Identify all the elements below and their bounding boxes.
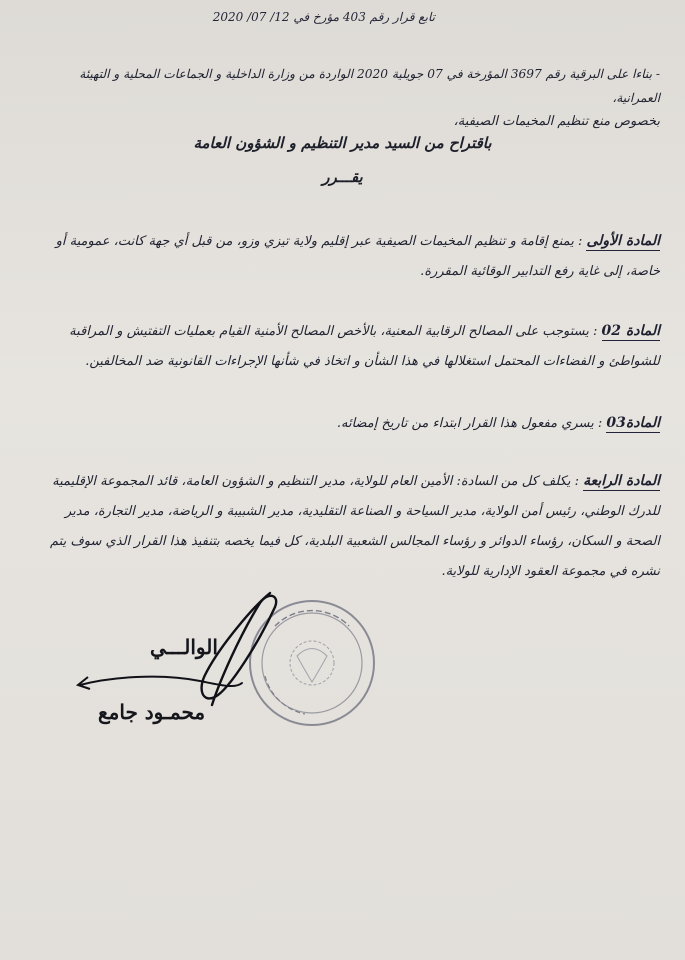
article-4-label: المادة الرابعة xyxy=(583,473,660,489)
article-1-label: المادة الأولى xyxy=(586,233,660,249)
article-4-text: : يكلف كل من السادة: الأمين العام للولاية، مدير التنظيم و الشؤون العامة، قائد المجموعة الإقليمية للدرك الوطني، رئيس أمن الولاية، مدير السياحة و الصناعة التقليدية، مدير الشبيبة و الرياضة، مدير التجارة، مدير الصحة و السكان، رؤساء الدوائر و رؤساء المجالس الشعبية البلدية، كل فيما يخصه بتنفيذ هذا القرار الذي سوف يتم نشره في مجموعة العقود الإدارية للولاية. xyxy=(50,474,660,579)
preamble xyxy=(30,62,660,134)
preamble-line-1: - بناءا على البرقية رقم 3697 المؤرخة في 07 جويلية 2020 الواردة من وزارة الداخلية و الجماعات المحلية و التهيئة العمرانية، xyxy=(79,67,660,105)
article-3-label: المادة03 xyxy=(606,415,660,431)
preamble-line-2: بخصوص منع تنظيم المخيمات الصيفية، xyxy=(453,114,660,129)
decision-reference-header: تابع قرار رقم 403 مؤرخ في 12/ 07/ 2020 xyxy=(212,10,435,24)
signatory-name: محمـود جامع xyxy=(98,700,206,724)
article-3-text: : يسري مفعول هذا القرار ابتداء من تاريخ إمضائه. xyxy=(336,416,603,431)
article-1 xyxy=(30,226,660,287)
article-3 xyxy=(30,408,660,439)
article-1-text: : يمنع إقامة و تنظيم المخيمات الصيفية عبر إقليم ولاية تيزي وزو، من قبل أي جهة كانت، عمومية أو خاصة، إلى غاية رفع التدابير الوقائية المقررة. xyxy=(55,234,660,279)
article-2-text: : يستوجب على المصالح الرقابية المعنية، بالأخص المصالح الأمنية القيام بعمليات التفتيش و المراقبة للشواطئ و الفضاءات المحتمل استغلالها في هذا الشأن و اتخاذ في شأنها الإجراءات القانونية ضد المخالفين. xyxy=(69,324,660,369)
article-2 xyxy=(30,316,660,377)
proposal-heading: باقتراح من السيد مدير التنظيم و الشؤون العامة xyxy=(193,134,492,152)
article-2-label: المادة 02 xyxy=(601,323,660,339)
article-4 xyxy=(30,466,660,587)
decides-heading: يقـــرر xyxy=(322,168,363,186)
signatory-title: الوالـــي xyxy=(150,635,218,659)
